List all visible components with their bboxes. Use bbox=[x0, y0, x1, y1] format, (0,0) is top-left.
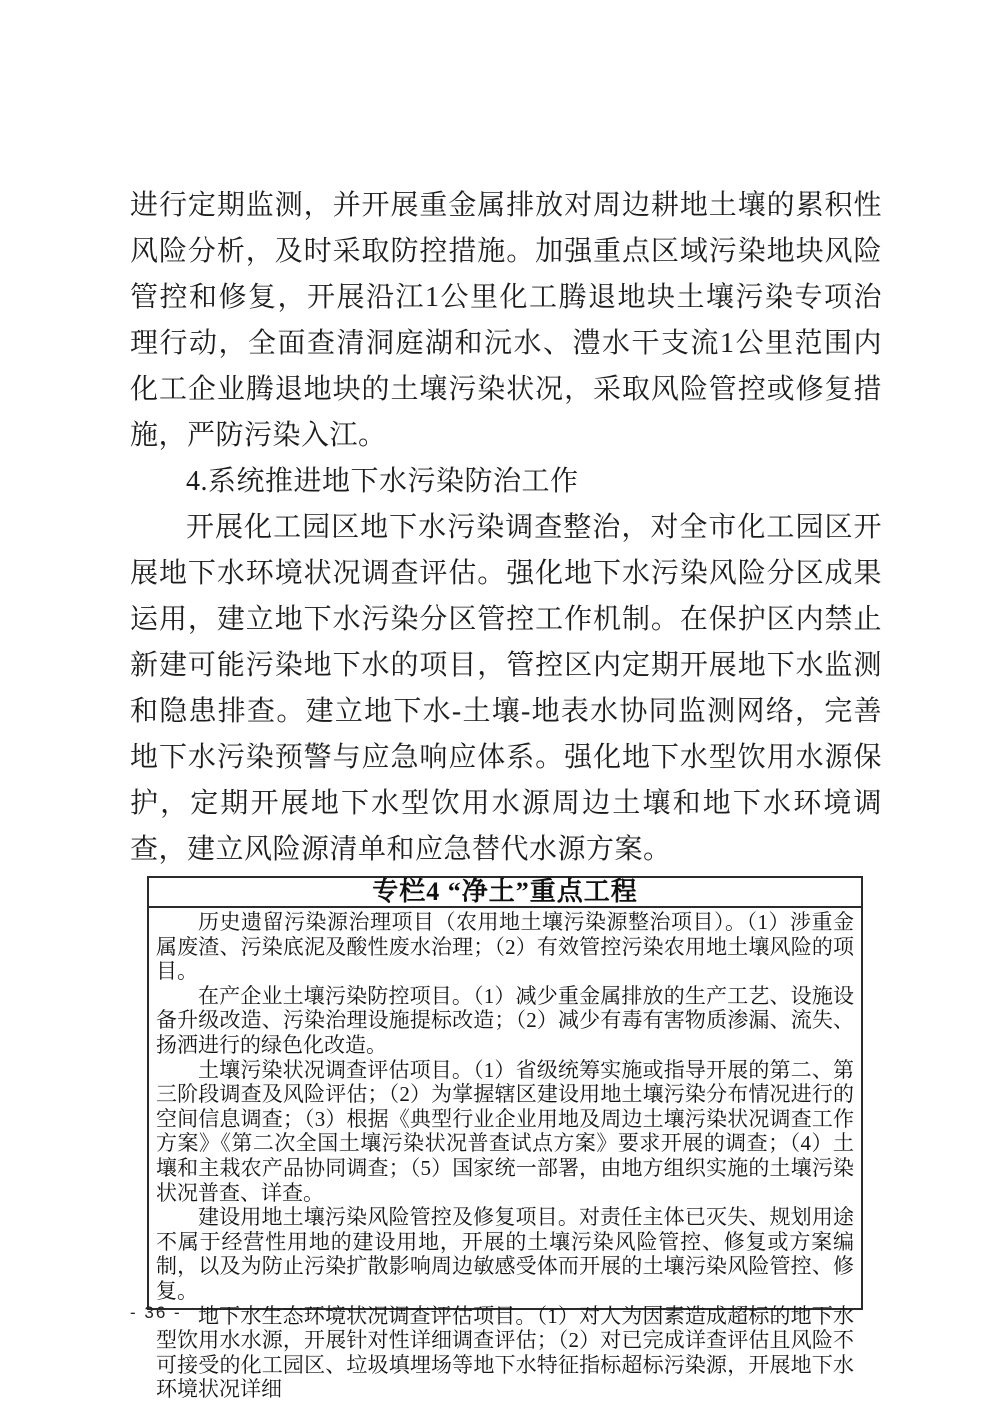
body-paragraph-groundwater: 开展化工园区地下水污染调查整治，对全市化工园区开展地下水环境状况调查评估。强化地下水污染风险分区成果运用，建立地下水污染分区管控工作机制。在保护区内禁止新建可能污染地下水的项目，管控区内定期开展地下水监测和隐患排查。建立地下水-土壤-地表水协同监测网络，完善地下水污染预警与应急响应体系。强化地下水型饮用水源保护，定期开展地下水型饮用水源周边土壤和地下水环境调查，建立风险源清单和应急替代水源方案。 bbox=[130, 512, 882, 865]
callout-paragraph-groundwater-survey: 地下水生态环境状况调查评估项目。（1）对人为因素造成超标的地下水型饮用水水源，开展针对性详细调查评估；（2）对已完成详查评估且风险不可接受的化工园区、垃圾填埋场等地下水特征指标超标污染源，开展地下水环境状况详细 bbox=[156, 1303, 854, 1402]
body-paragraph-continued: 进行定期监测，并开展重金属排放对周边耕地土壤的累积性风险分析，及时采取防控措施。加强重点区域污染地块风险管控和修复，开展沿江1公里化工腾退地块土壤污染专项治理行动，全面查清洞庭湖和沅水、澧水干支流1公里范围内化工企业腾退地块的土壤污染状况，采取风险管控或修复措施，严防污染入江。 bbox=[130, 190, 882, 451]
callout-paragraph-operating-enterprises: 在产企业土壤污染防控项目。（1）减少重金属排放的生产工艺、设施设备升级改造、污染治理设施提标改造；（2）减少有毒有害物质渗漏、流失、扬洒进行的绿色化改造。 bbox=[156, 983, 854, 1057]
callout-box-body bbox=[149, 908, 861, 1402]
page-number: - 36 - bbox=[130, 1303, 182, 1322]
callout-paragraph-soil-survey: 土壤污染状况调查评估项目。（1）省级统筹实施或指导开展的第二、第三阶段调查及风险评估；（2）为掌握辖区建设用地土壤污染分布情况进行的空间信息调查；（3）根据《典型行业企业用地及周边土壤污染状况调查工作方案》《第二次全国土壤污染状况普查试点方案》要求开展的调查；（4）土壤和主栽农产品协同调查；（5）国家统一部署，由地方组织实施的土壤污染状况普查、详查。 bbox=[156, 1057, 854, 1205]
callout-box-title: 专栏4 “净土”重点工程 bbox=[149, 878, 861, 908]
callout-paragraph-construction-land: 建设用地土壤污染风险管控及修复项目。对责任主体已灭失、规划用途不属于经营性用地的建设用地，开展的土壤污染风险管控、修复或方案编制，以及为防止污染扩散影响周边敏感受体而开展的土壤污染风险管控、修复。 bbox=[156, 1205, 854, 1303]
callout-paragraph-legacy-pollution: 历史遗留污染源治理项目（农用地土壤污染源整治项目）。（1）涉重金属废渣、污染底泥及酸性废水治理；（2）有效管控污染农用地土壤风险的项目。 bbox=[156, 910, 854, 984]
section-heading-groundwater: 4.系统推进地下水污染防治工作 bbox=[186, 466, 579, 497]
